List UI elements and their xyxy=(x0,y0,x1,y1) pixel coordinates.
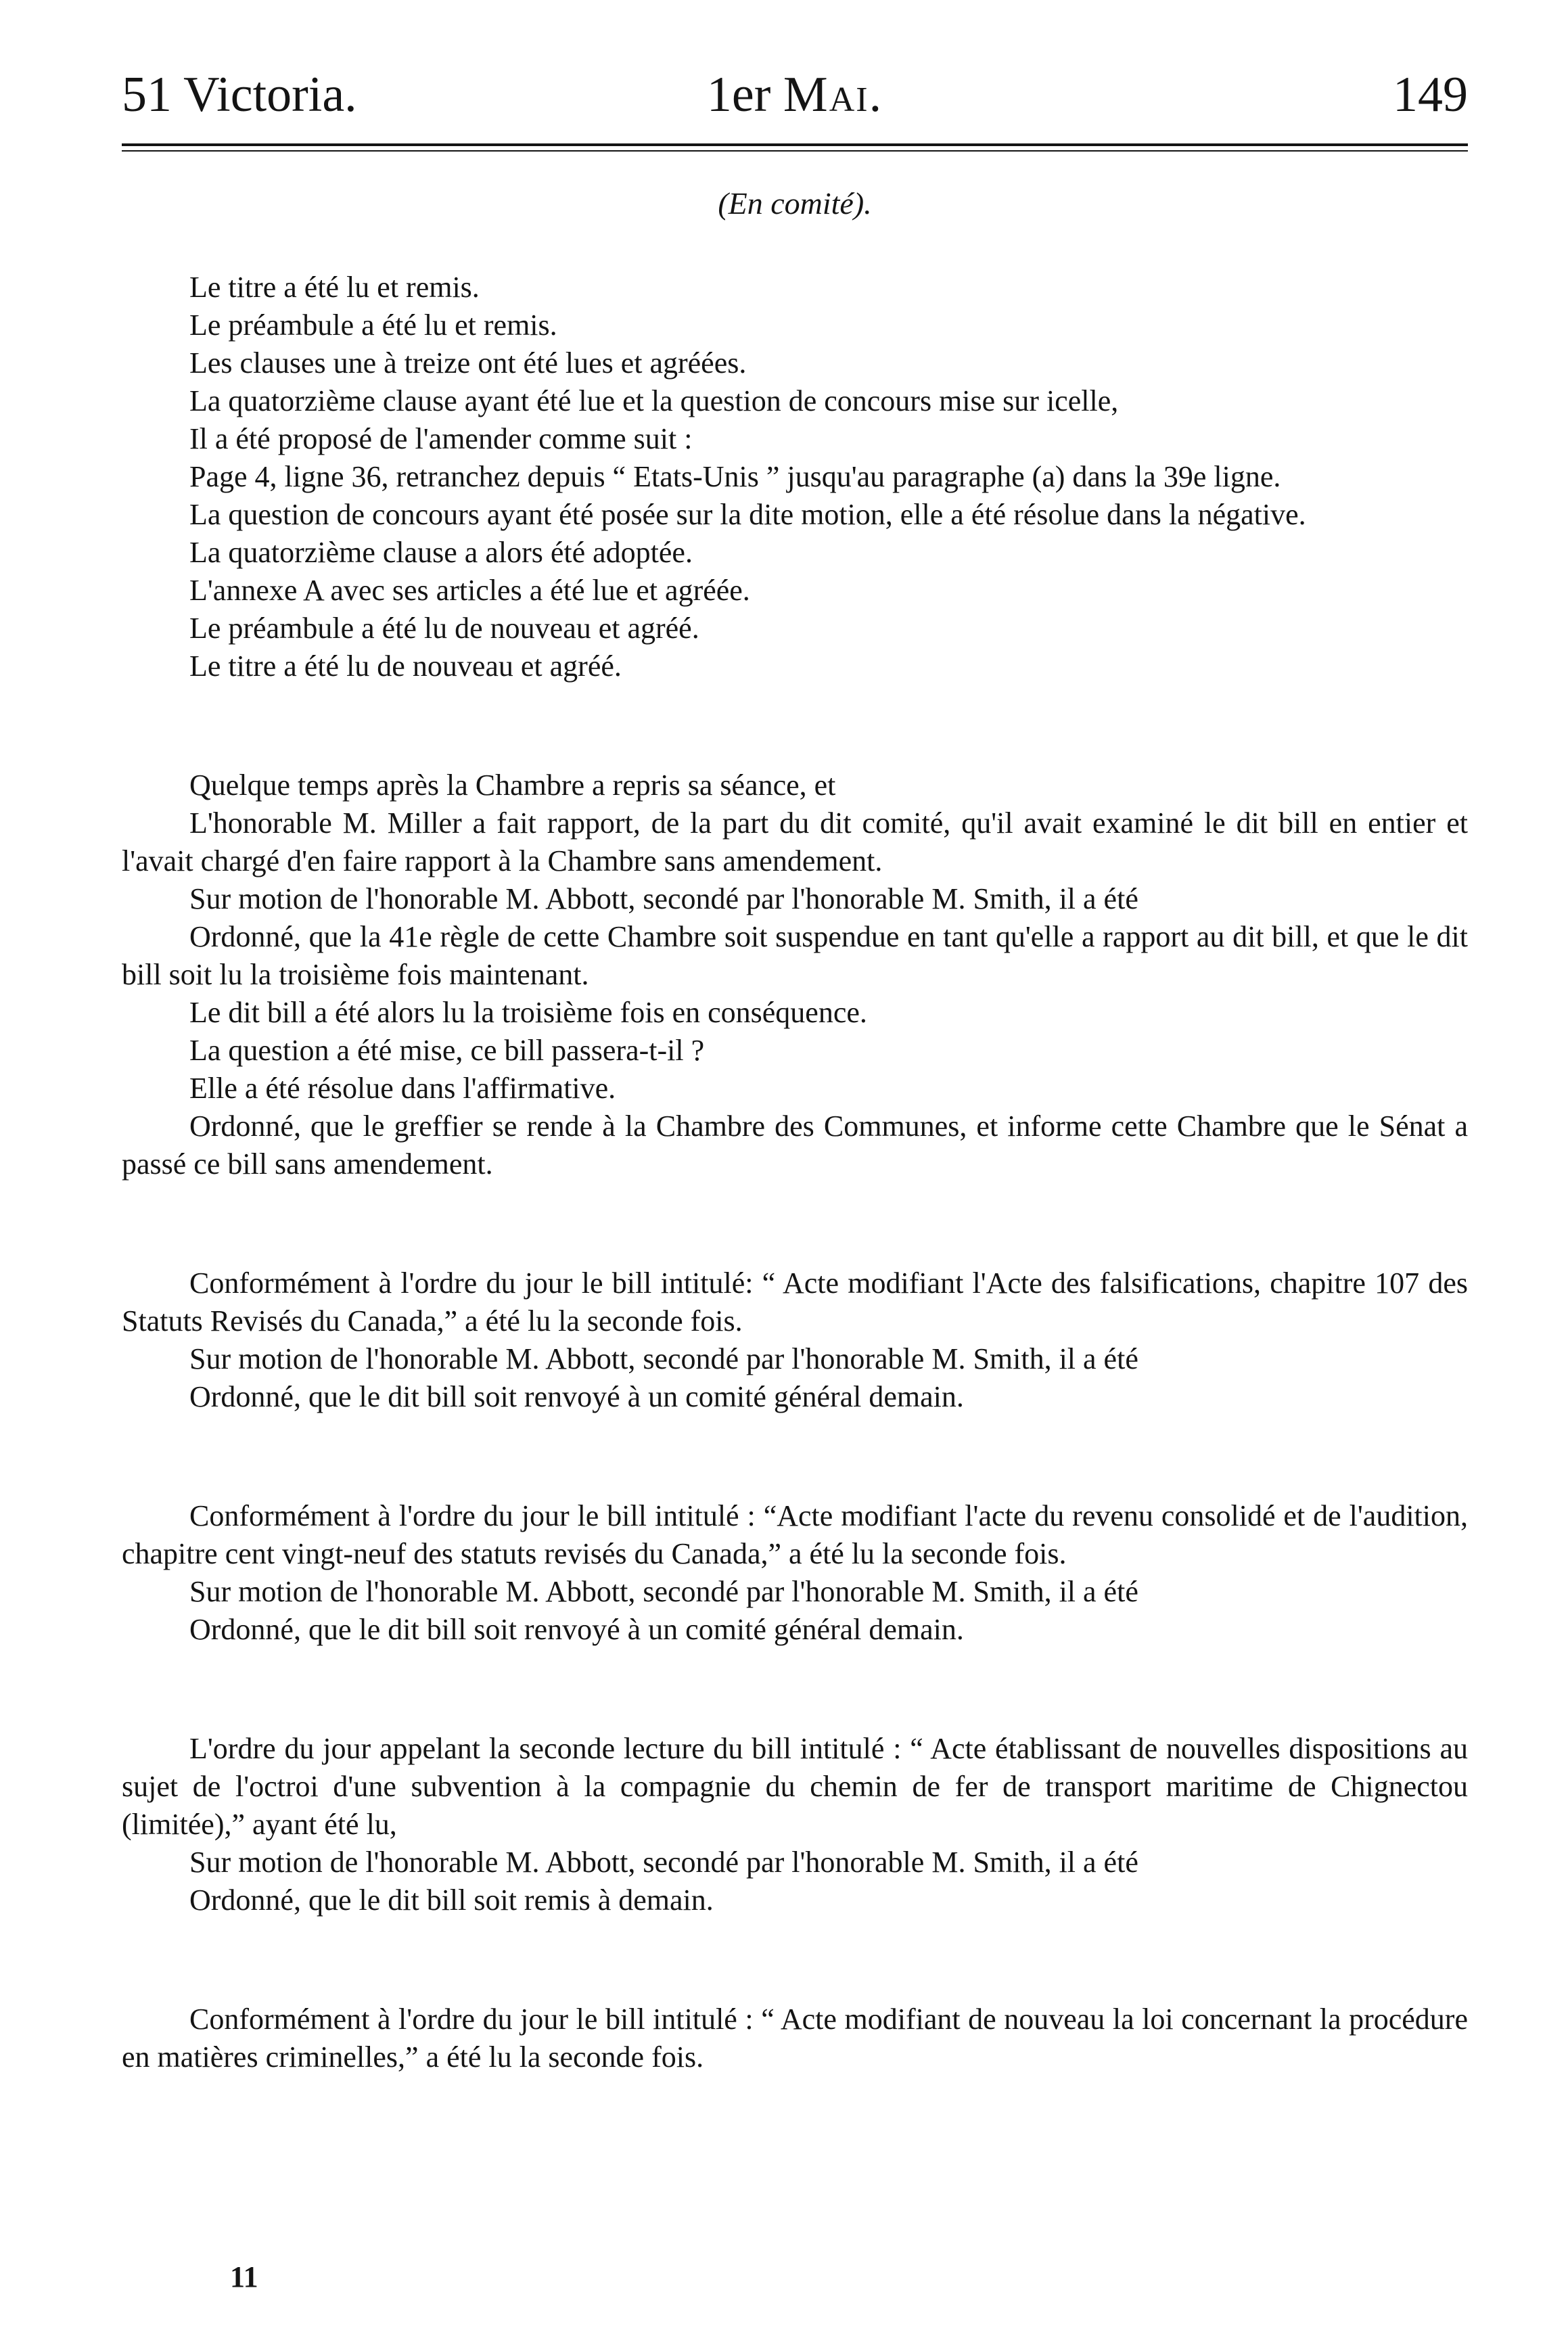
header-center xyxy=(122,54,1468,135)
paragraph-line: Le titre a été lu et remis. xyxy=(189,271,480,304)
paragraph-block xyxy=(122,1497,1468,1649)
paragraph-line: Page 4, ligne 36, retranchez depuis “ Etats-Unis ” jusqu'au paragraphe (a) dans la 39e ligne. xyxy=(189,460,1281,493)
paragraph-line: Sur motion de l'honorable M. Abbott, secondé par l'honorable M. Smith, il a été xyxy=(189,1575,1138,1608)
header-rule xyxy=(122,143,1468,152)
paragraph-block xyxy=(122,269,1468,685)
paragraph-line: Sur motion de l'honorable M. Abbott, secondé par l'honorable M. Smith, il a été xyxy=(189,1342,1138,1375)
paragraph-line: L'ordre du jour appelant la seconde lecture du bill intitulé : “ Acte établissant de nouvelles dispositions au sujet de l'octroi d'une subvention à la compagnie du chemin de fer de transport maritime de Chignectou (limitée),” ayant été lu, xyxy=(122,1732,1468,1841)
paragraph-block xyxy=(122,2001,1468,2076)
paragraph-line: La quatorzième clause a alors été adoptée. xyxy=(189,536,693,569)
paragraph-block xyxy=(122,767,1468,1183)
paragraph-line: Sur motion de l'honorable M. Abbott, secondé par l'honorable M. Smith, il a été xyxy=(189,1846,1138,1879)
paragraph-line: La question a été mise, ce bill passera-t-il ? xyxy=(189,1034,705,1067)
body-text xyxy=(122,269,1468,2076)
paragraph-line: Le dit bill a été alors lu la troisième fois en conséquence. xyxy=(189,996,867,1029)
page xyxy=(122,54,1468,2300)
paragraph-line: Ordonné, que le greffier se rende à la Chambre des Communes, et informe cette Chambre que le Sénat a passé ce bill sans amendement. xyxy=(122,1110,1468,1181)
paragraph-line: L'annexe A avec ses articles a été lue et agréée. xyxy=(189,574,750,607)
paragraph-line: Le titre a été lu de nouveau et agréé. xyxy=(189,649,622,683)
page-number: 149 xyxy=(1393,67,1468,122)
section-heading: (En comité). xyxy=(718,186,872,221)
paragraph-line: La question de concours ayant été posée sur la dite motion, elle a été résolue dans la négative. xyxy=(189,498,1306,531)
paragraph-line: Conformément à l'ordre du jour le bill intitulé: “ Acte modifiant l'Acte des falsifications, chapitre 107 des Statuts Revisés du Canada,” a été lu la seconde fois. xyxy=(122,1266,1468,1338)
paragraph-block xyxy=(122,1730,1468,1919)
paragraph-line: Les clauses une à treize ont été lues et agréées. xyxy=(189,346,747,380)
header-left: 51 Victoria. xyxy=(122,67,357,122)
header-center-month: Mai. xyxy=(783,67,883,122)
paragraph-line: Elle a été résolue dans l'affirmative. xyxy=(189,1072,616,1105)
paragraph-line: Ordonné, que le dit bill soit remis à demain. xyxy=(189,1883,714,1917)
paragraph-line: Il a été proposé de l'amender comme suit : xyxy=(189,422,693,455)
paragraph-line: Sur motion de l'honorable M. Abbott, secondé par l'honorable M. Smith, il a été xyxy=(189,882,1138,915)
paragraph-line: L'honorable M. Miller a fait rapport, de la part du dit comité, qu'il avait examiné le dit bill en entier et l'avait chargé d'en faire rapport à la Chambre sans amendement. xyxy=(122,806,1468,877)
paragraph-line: La quatorzième clause ayant été lue et la question de concours mise sur icelle, xyxy=(189,384,1119,417)
paragraph-line: Ordonné, que le dit bill soit renvoyé à un comité général demain. xyxy=(189,1380,964,1413)
paragraph-line: Ordonné, que la 41e règle de cette Chambre soit suspendue en tant qu'elle a rapport au dit bill, et que le dit bill soit lu la troisième fois maintenant. xyxy=(122,920,1468,991)
paragraph-line: Quelque temps après la Chambre a repris sa séance, et xyxy=(189,769,836,802)
signature-mark: 11 xyxy=(230,2260,258,2293)
paragraph-line: Conformément à l'ordre du jour le bill intitulé : “ Acte modifiant de nouveau la loi concernant la procédure en matières criminelles,” a été lu la seconde fois. xyxy=(122,2003,1468,2074)
running-head xyxy=(122,54,1468,135)
paragraph-line: Le préambule a été lu de nouveau et agréé. xyxy=(189,612,699,645)
paragraph-line: Le préambule a été lu et remis. xyxy=(189,309,557,342)
paragraph-block xyxy=(122,1264,1468,1416)
paragraph-line: Conformément à l'ordre du jour le bill intitulé : “Acte modifiant l'acte du revenu consolidé et de l'audition, chapitre cent vingt-neuf des statuts revisés du Canada,” a été lu la seconde fois. xyxy=(122,1499,1468,1570)
paragraph-line: Ordonné, que le dit bill soit renvoyé à un comité général demain. xyxy=(189,1613,964,1646)
header-center-prefix: 1er xyxy=(706,67,771,122)
